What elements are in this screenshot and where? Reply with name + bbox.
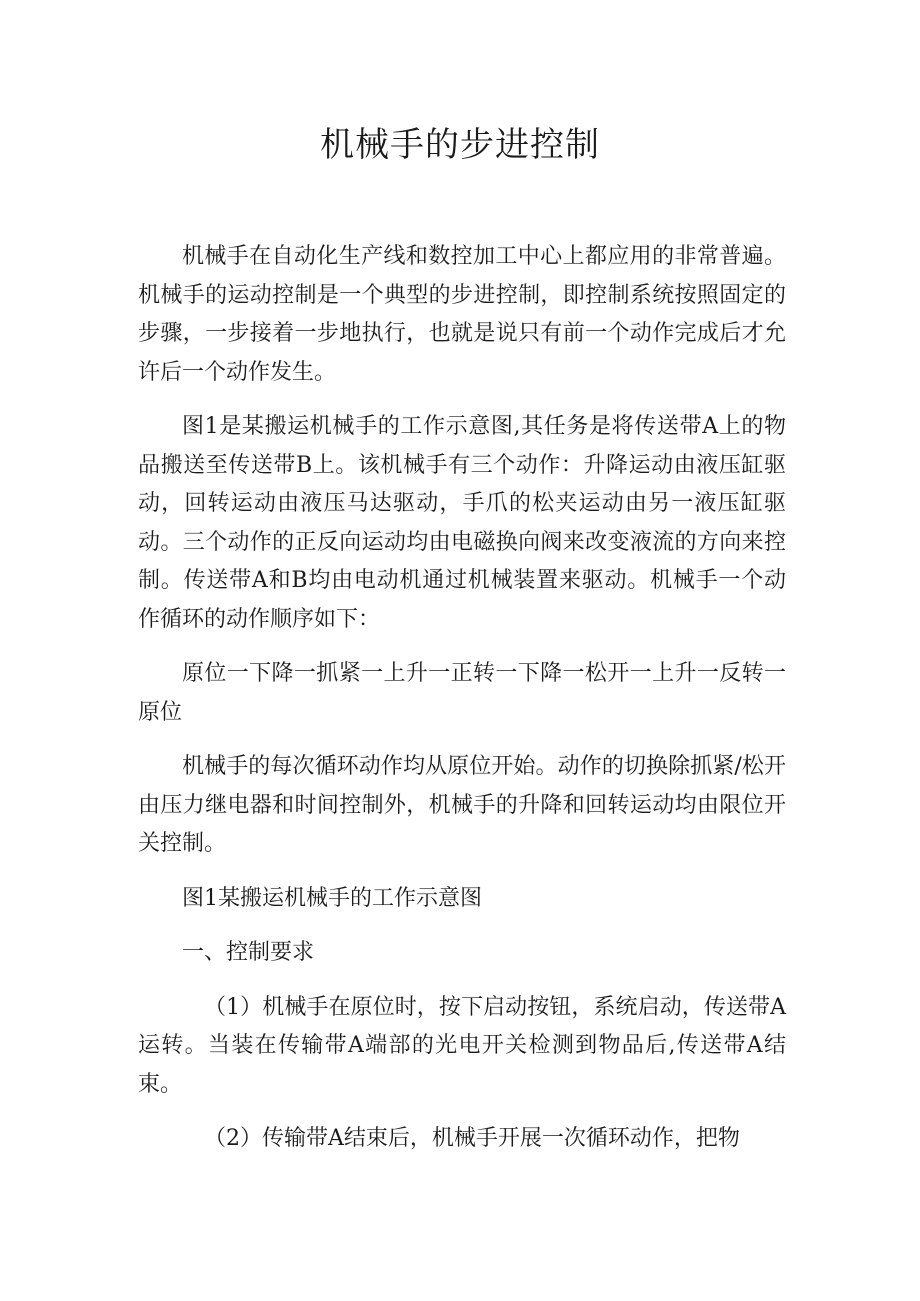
document-body: [138, 238, 786, 1175]
requirement-item-1: （1）机械手在原位时，按下启动按钮，系统启动，传送带A运转。当装在传输带A端部的光电开关检测到物品后,传送带A结束。: [138, 994, 786, 1097]
requirement-item-2: （2）传输带A结束后，机械手开展一次循环动作，把物: [204, 1126, 740, 1151]
paragraph-action-sequence: 原位一下降一抓紧一上升一正转一下降一松开一上升一反转一原位: [138, 661, 786, 725]
paragraph-figure-description: 图1是某搬运机械手的工作示意图,其任务是将传送带A上的物品搬送至传送带B上。该机械手有三个动作：升降运动由液压缸驱动，回转运动由液压马达驱动，手爪的松夹运动由另一液压缸驱动。三个动作的正反向运动均由电磁换向阀来改变液流的方向来控制。传送带A和B均由电动机通过机械装置来驱动。机械手一个动作循环的动作顺序如下：: [138, 414, 786, 632]
page-title: 机械手的步进控制: [320, 125, 600, 165]
figure-caption: 图1某搬运机械手的工作示意图: [182, 885, 482, 911]
paragraph-cycle-control: 机械手的每次循环动作均从原位开始。动作的切换除抓紧/松开由压力继电器和时间控制外，机械手的升降和回转运动均由限位开关控制。: [138, 754, 786, 856]
paragraph-intro: 机械手在自动化生产线和数控加工中心上都应用的非常普遍。机械手的运动控制是一个典型的步进控制，即控制系统按照固定的步骤，一步接着一步地执行，也就是说只有前一个动作完成后才允许后一个动作发生。: [138, 244, 786, 385]
section-heading-control-requirements: 一、控制要求: [182, 940, 315, 965]
